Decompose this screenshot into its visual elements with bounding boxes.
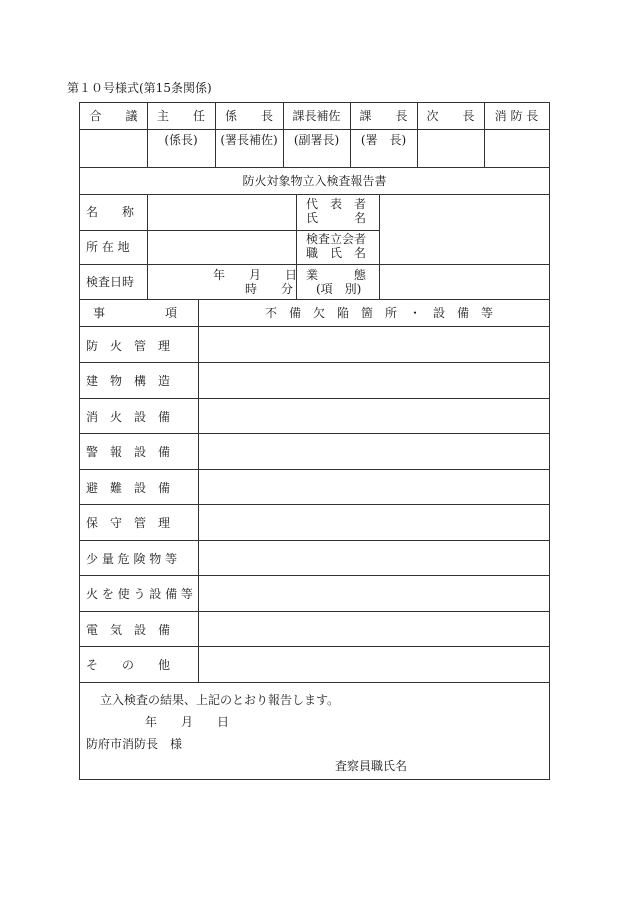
defects-header: 不 備 欠 陥 箇 所 ・ 設 備 等 <box>265 306 494 320</box>
item-row-label: 火 を 使 う 設 備 等 <box>86 587 193 601</box>
inspection-report-form <box>79 102 550 780</box>
rule <box>379 194 380 299</box>
item-header: 事 項 <box>93 306 178 320</box>
approval-subtitle: (副署長) <box>293 133 340 147</box>
approval-subtitle: (署長補佐) <box>220 133 278 147</box>
report-date: 年 月 日 <box>145 715 230 729</box>
approval-subtitle: (係長) <box>164 133 198 147</box>
rule <box>80 194 549 195</box>
rule <box>80 230 379 231</box>
name-label: 名 称 <box>86 205 135 219</box>
item-row-label: 建 物 構 造 <box>86 374 171 388</box>
item-row-label: 保 守 管 理 <box>86 516 171 530</box>
rule <box>80 398 549 399</box>
representative-label: 代 表 者 <box>306 197 367 211</box>
rule <box>198 299 199 682</box>
location-label: 所 在 地 <box>86 240 130 254</box>
inspector-name-label: 査察員職氏名 <box>335 759 408 773</box>
item-row-label: 警 報 設 備 <box>86 445 171 459</box>
rule <box>296 194 297 299</box>
rule <box>147 194 148 299</box>
business-label: (項 別) <box>316 282 362 296</box>
item-row-label: そ の 他 <box>86 658 171 672</box>
approval-header: 消 防 長 <box>494 109 539 123</box>
rule <box>80 264 549 265</box>
approval-header: 課 長 <box>359 109 408 123</box>
rule <box>80 167 549 168</box>
approval-header: 合 議 <box>89 109 138 123</box>
rule <box>80 299 549 300</box>
item-row-label: 電 気 設 備 <box>86 623 171 637</box>
form-number: 第１０号様式(第15条関係) <box>67 81 212 95</box>
approval-header: 係 長 <box>224 109 273 123</box>
approval-header: 次 長 <box>426 109 475 123</box>
representative-label: 氏 名 <box>306 211 367 225</box>
rule <box>80 504 549 505</box>
rule <box>80 682 549 683</box>
rule <box>80 646 549 647</box>
rule <box>80 575 549 576</box>
inspection-date-label: 検査日時 <box>86 275 135 289</box>
business-label: 業 態 <box>306 268 367 282</box>
witness-label: 職 氏 名 <box>306 246 367 260</box>
rule <box>80 611 549 612</box>
witness-label: 検査立会者 <box>306 232 367 246</box>
inspection-date-ymd: 年 月 日 <box>213 268 298 282</box>
rule <box>80 326 549 327</box>
report-addressee: 防府市消防長 様 <box>86 737 183 751</box>
rule <box>80 469 549 470</box>
approval-header: 課長補佐 <box>292 109 341 123</box>
item-row-label: 避 難 設 備 <box>86 481 171 495</box>
approval-header: 主 任 <box>156 109 205 123</box>
form-title: 防火対象物立入検査報告書 <box>242 174 387 188</box>
rule <box>80 129 549 130</box>
report-statement: 立入検査の結果、上記のとおり報告します。 <box>100 693 340 707</box>
item-row-label: 防 火 管 理 <box>86 339 171 353</box>
approval-subtitle: (署 長) <box>360 133 407 147</box>
inspection-date-hm: 時 分 <box>245 282 294 296</box>
rule <box>80 540 549 541</box>
item-row-label: 少 量 危 険 物 等 <box>86 552 178 566</box>
item-row-label: 消 火 設 備 <box>86 410 171 424</box>
rule <box>80 362 549 363</box>
rule <box>80 433 549 434</box>
